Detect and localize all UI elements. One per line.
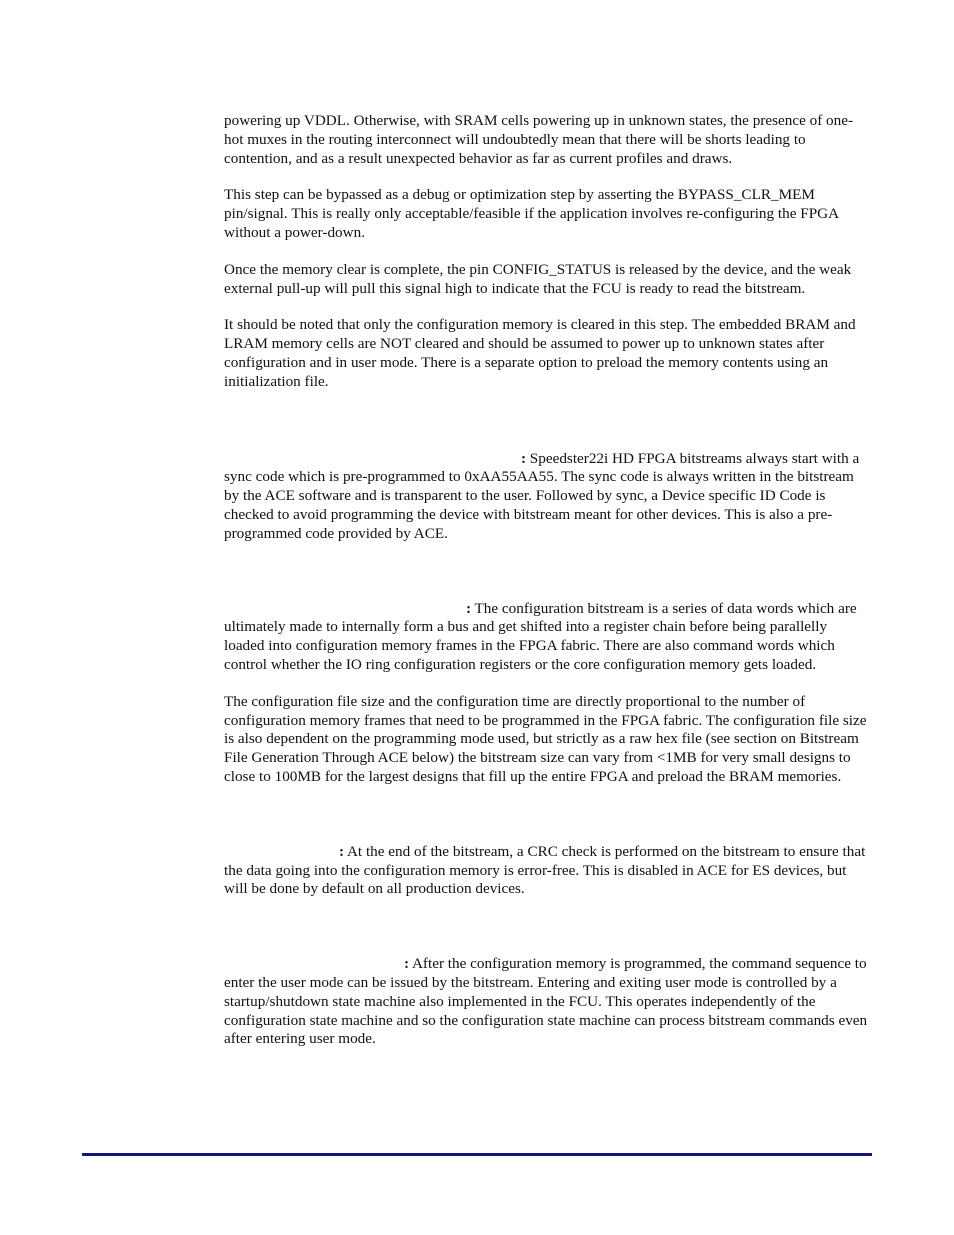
paragraph-config-status: Once the memory clear is complete, the pin CONFIG_STATUS is released by the device, and the weak external pull-up will pull this signal high to indicate that the FCU is ready to read the bitstream. <box>224 260 852 297</box>
crc-heading-colon: : <box>338 842 344 860</box>
paragraph-file-size: The configuration file size and the configuration time are directly proportional to the number of configuration memory frames that need to be programmed in the FPGA fabric. The configuration file size is also dependent on the programming mode used, but strictly as a raw hex file (see section on Bitstream File Generation Through ACE below) the bitstream size can vary from <1MB for very small designs to close to 100MB for the largest designs that fill up the entire FPGA and preload the BRAM memories. <box>224 692 867 785</box>
crc-text: At the end of the bitstream, a CRC check is performed on the bitstream to ensure that the data going into the configuration memory is error-free. This is disabled in ACE for ES devices, but will be done by default on all production devices. <box>224 842 866 898</box>
paragraph-memory-note: It should be noted that only the configuration memory is cleared in this step. The embedded BRAM and LRAM memory cells are NOT cleared and should be assumed to power up to unknown states after configuration and in user mode. There is a separate option to preload the memory contents using an initialization file. <box>224 316 856 390</box>
sync-heading-colon: : <box>520 449 526 467</box>
usermode-text: After the configuration memory is programmed, the command sequence to enter the user mode can be issued by the bitstream. Entering and exiting user mode is controlled by a startup/shutdown state machine also implemented in the FCU. This operates independently of the configuration state machine and so the configuration state machine can process bitstream commands even after entering user mode. <box>224 955 868 1048</box>
paragraph-crc <box>224 843 870 899</box>
words-heading-colon: : <box>465 599 471 617</box>
paragraph-bitstream-words <box>224 600 870 675</box>
paragraph-user-mode <box>224 955 870 1049</box>
paragraph-bypass: This step can be bypassed as a debug or optimization step by asserting the BYPASS_CLR_MEM pin/signal. This is really only acceptable/feasible if the application involves re-configuring the FPGA without a power-down. <box>224 186 839 241</box>
paragraph-sync-code <box>224 450 870 544</box>
usermode-heading-colon: : <box>403 955 409 973</box>
page-body <box>224 112 870 1049</box>
words-text: The configuration bitstream is a series of data words which are ultimately made to internally form a bus and get shifted into a register chain before being parallelly loaded into configuration memory frames in the FPGA fabric. There are also command words which control whether the IO ring configuration registers or the core configuration memory gets loaded. <box>224 599 857 673</box>
footer-rule <box>82 1153 872 1156</box>
paragraph-memory-power: powering up VDDL. Otherwise, with SRAM cells powering up in unknown states, the presence of one-hot muxes in the routing interconnect will undoubtedly mean that there will be shorts leading to contention, and as a result unexpected behavior as far as current profiles and draws. <box>224 112 854 167</box>
sync-text: Speedster22i HD FPGA bitstreams always start with a sync code which is pre-programmed to 0xAA55AA55. The sync code is always written in the bitstream by the ACE software and is transparent to the user. Followed by sync, a Device specific ID Code is checked to avoid programming the device with bitstream meant for other devices. This is also a pre-programmed code provided by ACE. <box>224 449 860 542</box>
